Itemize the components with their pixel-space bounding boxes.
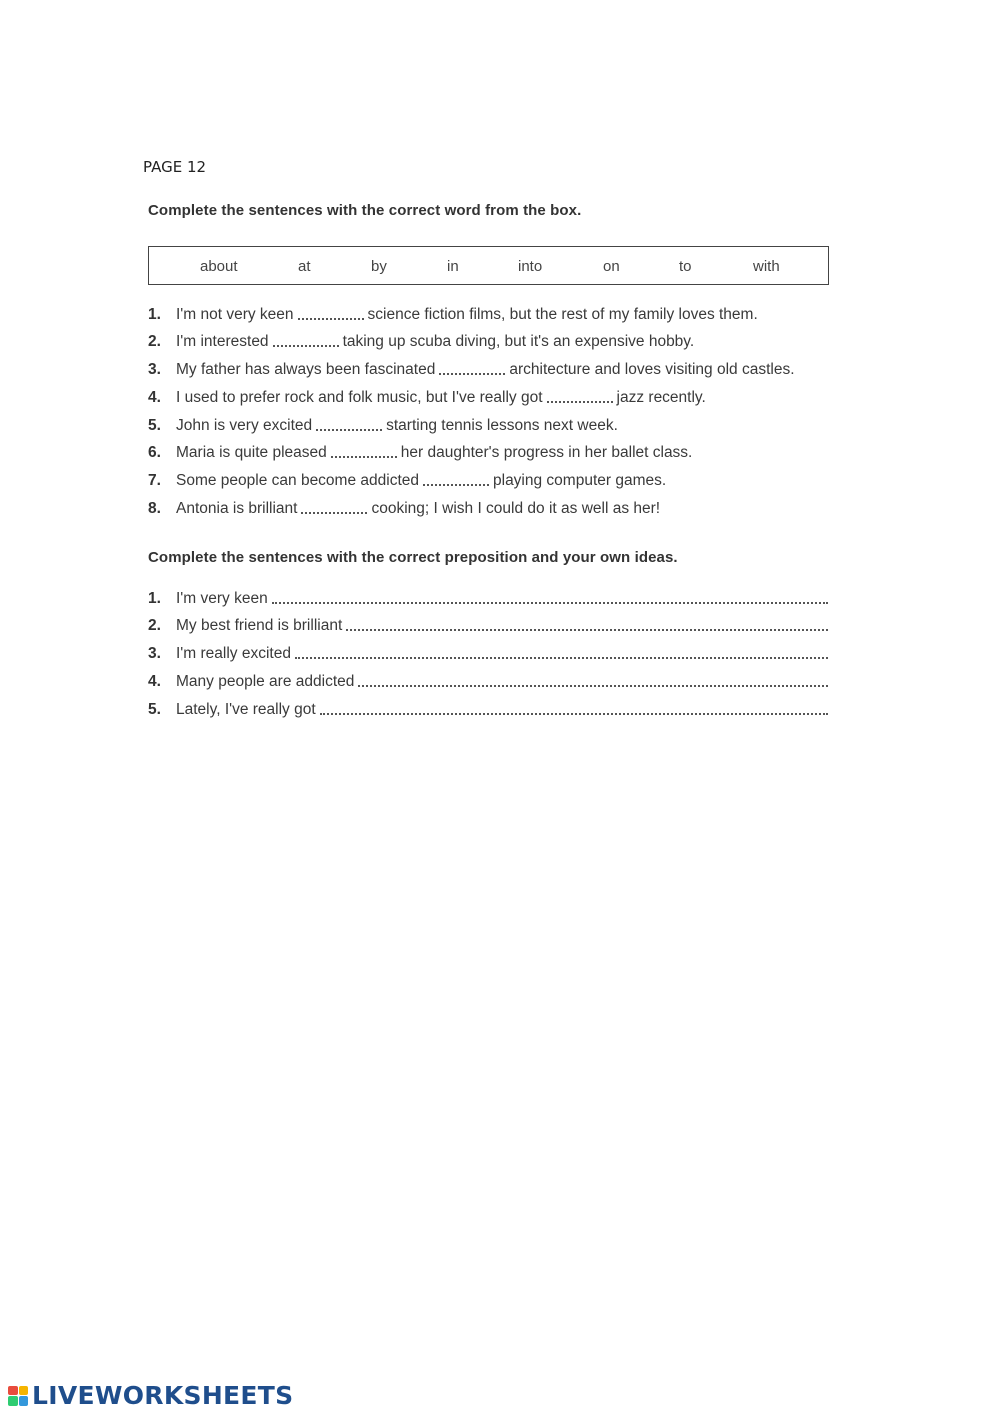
- exercise2-instruction: Complete the sentences with the correct preposition and your own ideas.: [148, 549, 678, 566]
- sentence-start: Some people can become addicted: [176, 472, 419, 489]
- logo-text: LIVEWORKSHEETS: [32, 1381, 294, 1410]
- sentence-start: Maria is quite pleased: [176, 444, 327, 461]
- sentence-start: My father has always been fascinated: [176, 361, 436, 378]
- sentence-end: taking up scuba diving, but it's an expensive hobby.: [342, 333, 695, 350]
- item-number: 2.: [148, 333, 161, 350]
- word-box: [148, 246, 829, 285]
- exercise1-item: [148, 415, 618, 435]
- word-in: in: [447, 258, 459, 275]
- answer-blank[interactable]: [346, 627, 828, 631]
- sentence-end: architecture and loves visiting old castles.: [509, 361, 795, 378]
- sentence-start: Many people are addicted: [176, 673, 355, 690]
- item-number: 4.: [148, 389, 161, 406]
- word-by: by: [371, 258, 387, 275]
- sentence-start: Antonia is brilliant: [176, 500, 298, 517]
- sentence-end: cooking; I wish I could do it as well as her!: [371, 500, 661, 517]
- sentence-start: My best friend is brilliant: [176, 617, 343, 634]
- item-number: 4.: [148, 673, 161, 690]
- exercise2-item: [148, 588, 832, 608]
- sentence-end: science fiction films, but the rest of my family loves them.: [367, 306, 758, 323]
- exercise1-item: [148, 442, 692, 462]
- word-with: with: [753, 258, 780, 275]
- item-number: 1.: [148, 590, 161, 607]
- item-number: 6.: [148, 444, 161, 461]
- word-about: about: [200, 258, 238, 275]
- exercise2-item: [148, 699, 832, 719]
- exercise2-item: [148, 615, 832, 635]
- answer-blank[interactable]: [423, 482, 489, 486]
- answer-blank[interactable]: [320, 711, 828, 715]
- item-number: 3.: [148, 645, 161, 662]
- exercise1-item: [148, 331, 694, 351]
- answer-blank[interactable]: [316, 427, 382, 431]
- exercise1-item: [148, 304, 758, 324]
- item-number: 1.: [148, 306, 161, 323]
- answer-blank[interactable]: [301, 510, 367, 514]
- item-number: 2.: [148, 617, 161, 634]
- exercise1-item: [148, 470, 666, 490]
- sentence-end: starting tennis lessons next week.: [386, 417, 618, 434]
- exercise2-item: [148, 671, 832, 691]
- answer-blank[interactable]: [547, 399, 613, 403]
- sentence-end: playing computer games.: [493, 472, 667, 489]
- item-number: 7.: [148, 472, 161, 489]
- answer-blank[interactable]: [295, 655, 828, 659]
- item-number: 5.: [148, 701, 161, 718]
- sentence-start: I'm really excited: [176, 645, 291, 662]
- item-number: 3.: [148, 361, 161, 378]
- word-on: on: [603, 258, 620, 275]
- word-into: into: [518, 258, 543, 275]
- answer-blank[interactable]: [439, 371, 505, 375]
- page-label: PAGE 12: [143, 158, 207, 176]
- answer-blank[interactable]: [358, 683, 828, 687]
- exercise2-item: [148, 643, 832, 663]
- exercise1-item: [148, 387, 706, 407]
- answer-blank[interactable]: [273, 343, 339, 347]
- item-number: 5.: [148, 417, 161, 434]
- sentence-start: I'm interested: [176, 333, 269, 350]
- sentence-start: I'm very keen: [176, 590, 268, 607]
- word-to: to: [679, 258, 692, 275]
- answer-blank[interactable]: [298, 316, 364, 320]
- sentence-start: Lately, I've really got: [176, 701, 316, 718]
- liveworksheets-logo[interactable]: [8, 1381, 293, 1410]
- exercise1-instruction: Complete the sentences with the correct word from the box.: [148, 202, 582, 219]
- sentence-start: I used to prefer rock and folk music, but I've really got: [176, 389, 543, 406]
- answer-blank[interactable]: [331, 454, 397, 458]
- exercise1-item: [148, 359, 795, 379]
- sentence-end: her daughter's progress in her ballet class.: [400, 444, 693, 461]
- word-at: at: [298, 258, 311, 275]
- exercise1-item: [148, 498, 660, 518]
- sentence-end: jazz recently.: [616, 389, 706, 406]
- sentence-start: John is very excited: [176, 417, 313, 434]
- logo-mark-icon: [8, 1386, 28, 1406]
- sentence-start: I'm not very keen: [176, 306, 294, 323]
- answer-blank[interactable]: [272, 600, 828, 604]
- item-number: 8.: [148, 500, 161, 517]
